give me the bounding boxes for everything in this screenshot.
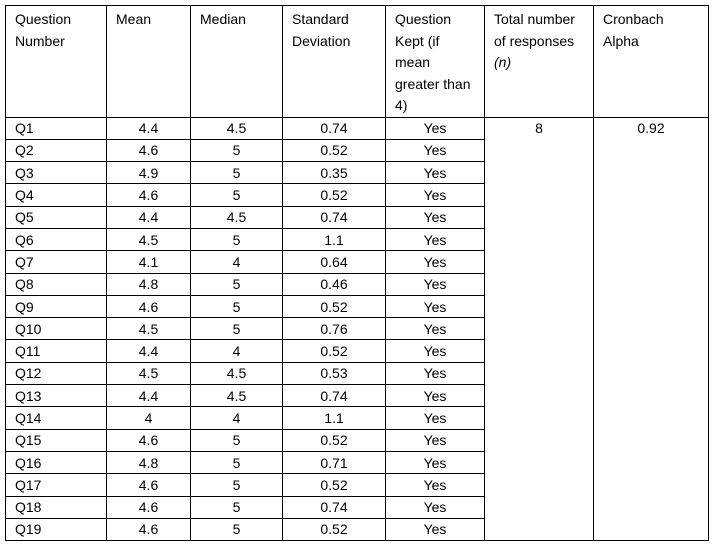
sd-cell: 0.35 bbox=[283, 162, 386, 184]
mean-cell: 4.8 bbox=[107, 273, 191, 295]
median-cell: 4 bbox=[191, 251, 283, 273]
question-cell: Q1 bbox=[6, 117, 107, 139]
median-cell: 4.5 bbox=[191, 385, 283, 407]
header-mean: Mean bbox=[107, 6, 191, 118]
median-cell: 4.5 bbox=[191, 117, 283, 139]
mean-cell: 4.8 bbox=[107, 451, 191, 473]
sd-cell: 0.46 bbox=[283, 273, 386, 295]
question-cell: Q15 bbox=[6, 429, 107, 451]
question-cell: Q17 bbox=[6, 474, 107, 496]
table-body bbox=[6, 117, 709, 541]
question-cell: Q10 bbox=[6, 318, 107, 340]
sd-cell: 1.1 bbox=[283, 228, 386, 250]
sd-cell: 0.52 bbox=[283, 184, 386, 206]
question-cell: Q6 bbox=[6, 228, 107, 250]
question-cell: Q9 bbox=[6, 295, 107, 317]
total-responses-cell: 8 bbox=[485, 117, 594, 541]
header-question-kept: Question Kept (if mean greater than 4) bbox=[386, 6, 485, 118]
mean-cell: 4.6 bbox=[107, 496, 191, 518]
sd-cell: 0.76 bbox=[283, 318, 386, 340]
sd-cell: 0.74 bbox=[283, 496, 386, 518]
mean-cell: 4.5 bbox=[107, 318, 191, 340]
mean-cell: 4.6 bbox=[107, 518, 191, 540]
mean-cell: 4.1 bbox=[107, 251, 191, 273]
kept-cell: Yes bbox=[386, 162, 485, 184]
kept-cell: Yes bbox=[386, 451, 485, 473]
median-cell: 5 bbox=[191, 295, 283, 317]
sd-cell: 0.64 bbox=[283, 251, 386, 273]
median-cell: 4 bbox=[191, 340, 283, 362]
kept-cell: Yes bbox=[386, 251, 485, 273]
question-cell: Q11 bbox=[6, 340, 107, 362]
question-cell: Q13 bbox=[6, 385, 107, 407]
mean-cell: 4 bbox=[107, 407, 191, 429]
median-cell: 5 bbox=[191, 273, 283, 295]
header-total-responses-n: (n) bbox=[494, 54, 512, 70]
header-total-responses-label: Total number of responses bbox=[494, 11, 575, 49]
mean-cell: 4.6 bbox=[107, 295, 191, 317]
header-row bbox=[6, 6, 709, 118]
kept-cell: Yes bbox=[386, 385, 485, 407]
mean-cell: 4.6 bbox=[107, 429, 191, 451]
median-cell: 5 bbox=[191, 139, 283, 161]
median-cell: 5 bbox=[191, 318, 283, 340]
mean-cell: 4.9 bbox=[107, 162, 191, 184]
median-cell: 5 bbox=[191, 496, 283, 518]
median-cell: 5 bbox=[191, 451, 283, 473]
kept-cell: Yes bbox=[386, 496, 485, 518]
sd-cell: 0.52 bbox=[283, 295, 386, 317]
header-total-responses bbox=[485, 6, 594, 118]
median-cell: 5 bbox=[191, 184, 283, 206]
sd-cell: 0.52 bbox=[283, 429, 386, 451]
question-cell: Q3 bbox=[6, 162, 107, 184]
mean-cell: 4.5 bbox=[107, 228, 191, 250]
mean-cell: 4.5 bbox=[107, 362, 191, 384]
sd-cell: 0.52 bbox=[283, 518, 386, 540]
mean-cell: 4.4 bbox=[107, 206, 191, 228]
kept-cell: Yes bbox=[386, 273, 485, 295]
kept-cell: Yes bbox=[386, 340, 485, 362]
mean-cell: 4.6 bbox=[107, 139, 191, 161]
kept-cell: Yes bbox=[386, 429, 485, 451]
kept-cell: Yes bbox=[386, 518, 485, 540]
kept-cell: Yes bbox=[386, 117, 485, 139]
kept-cell: Yes bbox=[386, 474, 485, 496]
header-standard-deviation: Standard Deviation bbox=[283, 6, 386, 118]
median-cell: 5 bbox=[191, 228, 283, 250]
mean-cell: 4.4 bbox=[107, 340, 191, 362]
median-cell: 5 bbox=[191, 474, 283, 496]
kept-cell: Yes bbox=[386, 362, 485, 384]
kept-cell: Yes bbox=[386, 295, 485, 317]
sd-cell: 0.74 bbox=[283, 206, 386, 228]
cronbach-alpha-cell: 0.92 bbox=[594, 117, 709, 541]
header-question-number: Question Number bbox=[6, 6, 107, 118]
kept-cell: Yes bbox=[386, 184, 485, 206]
question-cell: Q12 bbox=[6, 362, 107, 384]
question-cell: Q14 bbox=[6, 407, 107, 429]
mean-cell: 4.4 bbox=[107, 117, 191, 139]
median-cell: 4.5 bbox=[191, 362, 283, 384]
sd-cell: 0.74 bbox=[283, 385, 386, 407]
question-cell: Q19 bbox=[6, 518, 107, 540]
mean-cell: 4.4 bbox=[107, 385, 191, 407]
sd-cell: 0.52 bbox=[283, 474, 386, 496]
header-cronbach-alpha: Cronbach Alpha bbox=[594, 6, 709, 118]
question-cell: Q18 bbox=[6, 496, 107, 518]
question-cell: Q4 bbox=[6, 184, 107, 206]
median-cell: 5 bbox=[191, 162, 283, 184]
question-cell: Q7 bbox=[6, 251, 107, 273]
median-cell: 5 bbox=[191, 518, 283, 540]
sd-cell: 0.53 bbox=[283, 362, 386, 384]
sd-cell: 1.1 bbox=[283, 407, 386, 429]
kept-cell: Yes bbox=[386, 206, 485, 228]
header-median: Median bbox=[191, 6, 283, 118]
sd-cell: 0.52 bbox=[283, 340, 386, 362]
median-cell: 5 bbox=[191, 429, 283, 451]
kept-cell: Yes bbox=[386, 318, 485, 340]
sd-cell: 0.74 bbox=[283, 117, 386, 139]
kept-cell: Yes bbox=[386, 228, 485, 250]
question-cell: Q5 bbox=[6, 206, 107, 228]
question-cell: Q2 bbox=[6, 139, 107, 161]
table-row bbox=[6, 117, 709, 139]
sd-cell: 0.71 bbox=[283, 451, 386, 473]
mean-cell: 4.6 bbox=[107, 474, 191, 496]
results-table bbox=[5, 5, 709, 541]
median-cell: 4.5 bbox=[191, 206, 283, 228]
median-cell: 4 bbox=[191, 407, 283, 429]
sd-cell: 0.52 bbox=[283, 139, 386, 161]
mean-cell: 4.6 bbox=[107, 184, 191, 206]
question-cell: Q8 bbox=[6, 273, 107, 295]
kept-cell: Yes bbox=[386, 407, 485, 429]
question-cell: Q16 bbox=[6, 451, 107, 473]
kept-cell: Yes bbox=[386, 139, 485, 161]
